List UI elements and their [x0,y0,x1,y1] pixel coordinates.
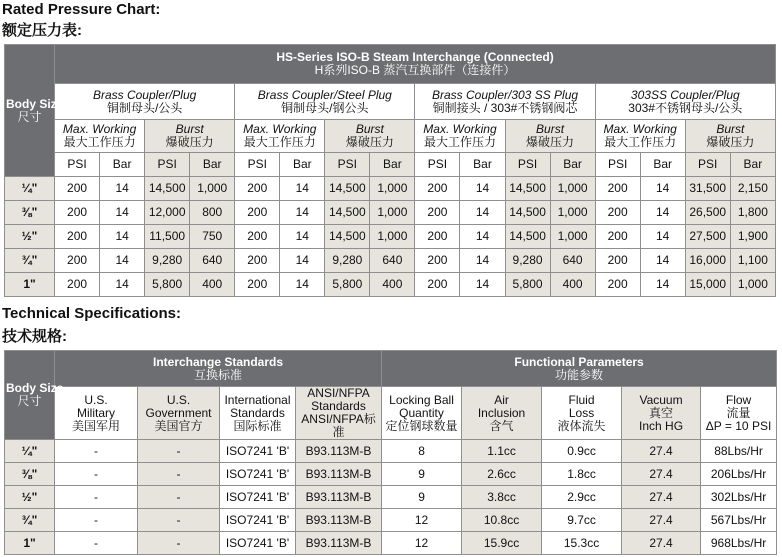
spec-value-cell: ISO7241 'B' [220,463,296,486]
spec-value-cell: 88Lbs/Hr [701,440,777,463]
pressure-value-cell: 14 [460,249,505,273]
coupler-group-header: Brass Coupler/Steel Plug 铜制母头/钢公头 [235,84,415,120]
pressure-value-cell: 200 [595,273,640,297]
spec-column-header: Fluid Loss 液体流失 [542,387,622,440]
pressure-value-cell: 200 [235,201,280,225]
table-row [5,177,776,201]
spec-value-cell: 0.9cc [542,440,622,463]
body-size-cell: ¾" [5,249,55,273]
pressure-value-cell: 5,800 [145,273,190,297]
pressure-value-cell: 14,500 [325,225,370,249]
pressure-value-cell: 14,500 [505,201,550,225]
spec-column-header: International Standards 国际标准 [220,387,296,440]
pressure-value-cell: 9,280 [505,249,550,273]
pressure-value-cell: 14 [640,273,685,297]
pressure-value-cell: 12,000 [145,201,190,225]
psi-unit-header: PSI [325,153,370,177]
pressure-value-cell: 200 [415,201,460,225]
spec-column-header: Air Inclusion 含气 [462,387,542,440]
pressure-value-cell: 14,500 [325,201,370,225]
spec-column-header: Flow 流量 ΔP = 10 PSI [701,387,777,440]
pressure-value-cell: 1,000 [370,177,415,201]
spec-column-header: U.S. Military 美国军用 [55,387,138,440]
burst-header: Burst 爆破压力 [505,120,595,153]
pressure-value-cell: 14 [460,273,505,297]
spec-value-cell: 15.3cc [542,532,622,555]
spec-value-cell: 1.1cc [462,440,542,463]
burst-header: Burst 爆破压力 [145,120,235,153]
spec-column-header: ANSI/NFPA Standards ANSI/NFPA标准 [296,387,382,440]
pressure-value-cell: 640 [370,249,415,273]
max-working-header: Max. Working 最大工作压力 [415,120,505,153]
psi-unit-header: PSI [685,153,730,177]
pressure-value-cell: 5,800 [325,273,370,297]
pressure-value-cell: 14 [280,273,325,297]
pressure-value-cell: 200 [55,273,100,297]
tech-spec-heading-cn: 技术规格: [2,328,67,345]
spec-value-cell: ISO7241 'B' [220,509,296,532]
pressure-value-cell: 1,800 [730,201,775,225]
bar-unit-header: Bar [460,153,505,177]
spec-value-cell: 12 [382,509,462,532]
pressure-value-cell: 200 [595,225,640,249]
pressure-value-cell: 14 [280,249,325,273]
table-row [5,509,777,532]
pressure-value-cell: 14 [280,201,325,225]
pressure-value-cell: 400 [190,273,235,297]
spec-value-cell: 9 [382,486,462,509]
pressure-value-cell: 400 [370,273,415,297]
pressure-value-cell: 14 [640,177,685,201]
pressure-value-cell: 200 [55,225,100,249]
tech-spec-table [4,350,777,555]
pressure-value-cell: 640 [190,249,235,273]
pressure-value-cell: 14 [460,225,505,249]
table-row [5,532,777,555]
spec-value-cell: B93.113M-B [296,440,382,463]
max-working-header: Max. Working 最大工作压力 [235,120,325,153]
spec-value-cell: 9.7cc [542,509,622,532]
pressure-value-cell: 1,000 [190,177,235,201]
pressure-value-cell: 14,500 [505,225,550,249]
rated-pressure-table [4,44,776,297]
series-title: HS-Series ISO-B Steam Interchange (Connected) H系列ISO-B 蒸汽互换部件（连接件） [55,45,776,84]
spec-value-cell: 2.9cc [542,486,622,509]
rated-pressure-heading-cn: 额定压力表: [2,22,82,39]
bar-unit-header: Bar [190,153,235,177]
pressure-value-cell: 200 [55,249,100,273]
body-size-cell: ¼" [5,440,55,463]
pressure-value-cell: 9,280 [325,249,370,273]
pressure-value-cell: 14 [100,201,145,225]
pressure-value-cell: 15,000 [685,273,730,297]
pressure-value-cell: 200 [415,249,460,273]
coupler-group-header: 303SS Coupler/Plug 303#不锈钢母头/公头 [595,84,775,120]
psi-unit-header: PSI [505,153,550,177]
table-row [5,225,776,249]
pressure-value-cell: 1,000 [730,273,775,297]
pressure-value-cell: 200 [55,201,100,225]
pressure-value-cell: 1,000 [550,225,595,249]
spec-value-cell: 27.4 [622,532,701,555]
bar-unit-header: Bar [370,153,415,177]
pressure-value-cell: 14 [100,225,145,249]
spec-value-cell: 27.4 [622,509,701,532]
rated-body-size-header: Body Size 尺寸 [5,45,55,177]
spec-column-header: Locking Ball Quantity 定位钢球数量 [382,387,462,440]
pressure-value-cell: 14 [100,249,145,273]
spec-value-cell: 27.4 [622,463,701,486]
spec-value-cell: - [55,509,138,532]
burst-header: Burst 爆破压力 [685,120,775,153]
pressure-value-cell: 11,500 [145,225,190,249]
pressure-value-cell: 14,500 [325,177,370,201]
pressure-value-cell: 14 [640,225,685,249]
pressure-value-cell: 14 [640,249,685,273]
pressure-value-cell: 750 [190,225,235,249]
table-row [5,440,777,463]
pressure-value-cell: 2,150 [730,177,775,201]
spec-column-header: U.S. Government 美国官方 [138,387,220,440]
psi-unit-header: PSI [415,153,460,177]
spec-value-cell: B93.113M-B [296,532,382,555]
body-size-cell: 1" [5,532,55,555]
spec-column-header: Vacuum 真空 Inch HG [622,387,701,440]
pressure-value-cell: 14 [100,177,145,201]
max-working-header: Max. Working 最大工作压力 [55,120,145,153]
pressure-value-cell: 1,000 [370,201,415,225]
pressure-value-cell: 9,280 [145,249,190,273]
spec-value-cell: 27.4 [622,486,701,509]
spec-value-cell: 302Lbs/Hr [701,486,777,509]
pressure-value-cell: 14 [460,201,505,225]
pressure-value-cell: 200 [235,249,280,273]
spec-value-cell: ISO7241 'B' [220,486,296,509]
psi-unit-header: PSI [145,153,190,177]
pressure-value-cell: 200 [415,225,460,249]
bar-unit-header: Bar [550,153,595,177]
pressure-value-cell: 1,000 [550,177,595,201]
spec-value-cell: - [138,509,220,532]
spec-value-cell: 206Lbs/Hr [701,463,777,486]
pressure-value-cell: 200 [595,201,640,225]
pressure-value-cell: 14,500 [505,177,550,201]
pressure-value-cell: 200 [415,273,460,297]
pressure-value-cell: 16,000 [685,249,730,273]
bar-unit-header: Bar [100,153,145,177]
body-size-cell: ½" [5,225,55,249]
pressure-value-cell: 200 [235,177,280,201]
table-row [5,249,776,273]
bar-unit-header: Bar [730,153,775,177]
spec-value-cell: 9 [382,463,462,486]
spec-value-cell: B93.113M-B [296,509,382,532]
spec-value-cell: 15.9cc [462,532,542,555]
functional-parameters-header: Functional Parameters 功能参数 [382,351,777,387]
psi-unit-header: PSI [55,153,100,177]
pressure-value-cell: 200 [235,273,280,297]
spec-value-cell: 12 [382,532,462,555]
spec-value-cell: 3.8cc [462,486,542,509]
bar-unit-header: Bar [280,153,325,177]
pressure-value-cell: 400 [550,273,595,297]
tech-body-size-header: Body Size 尺寸 [5,351,55,440]
body-size-cell: ⅜" [5,463,55,486]
pressure-value-cell: 1,000 [370,225,415,249]
burst-header: Burst 爆破压力 [325,120,415,153]
table-row [5,273,776,297]
rated-pressure-heading: Rated Pressure Chart: [2,1,161,18]
pressure-value-cell: 200 [595,177,640,201]
pressure-value-cell: 26,500 [685,201,730,225]
pressure-value-cell: 14 [100,273,145,297]
spec-value-cell: - [55,440,138,463]
coupler-group-header: Brass Coupler/303 SS Plug 铜制接头 / 303#不锈钢阀芯 [415,84,595,120]
body-size-cell: ¾" [5,509,55,532]
psi-unit-header: PSI [235,153,280,177]
pressure-value-cell: 200 [595,249,640,273]
pressure-value-cell: 1,900 [730,225,775,249]
spec-value-cell: 8 [382,440,462,463]
spec-value-cell: ISO7241 'B' [220,440,296,463]
spec-value-cell: 27.4 [622,440,701,463]
table-row [5,486,777,509]
table-row [5,201,776,225]
pressure-value-cell: 200 [235,225,280,249]
spec-value-cell: - [55,486,138,509]
pressure-value-cell: 31,500 [685,177,730,201]
spec-value-cell: 1.8cc [542,463,622,486]
pressure-value-cell: 5,800 [505,273,550,297]
body-size-cell: ½" [5,486,55,509]
spec-value-cell: B93.113M-B [296,486,382,509]
pressure-value-cell: 14 [280,225,325,249]
pressure-value-cell: 14 [280,177,325,201]
psi-unit-header: PSI [595,153,640,177]
spec-value-cell: - [138,440,220,463]
max-working-header: Max. Working 最大工作压力 [595,120,685,153]
spec-value-cell: 10.8cc [462,509,542,532]
spec-value-cell: ISO7241 'B' [220,532,296,555]
spec-value-cell: 2.6cc [462,463,542,486]
spec-value-cell: - [138,532,220,555]
table-row [5,463,777,486]
spec-value-cell: - [55,532,138,555]
pressure-value-cell: 14 [640,201,685,225]
pressure-value-cell: 200 [415,177,460,201]
spec-value-cell: - [55,463,138,486]
pressure-value-cell: 14,500 [145,177,190,201]
coupler-group-header: Brass Coupler/Plug 铜制母头/公头 [55,84,235,120]
spec-value-cell: - [138,463,220,486]
pressure-value-cell: 640 [550,249,595,273]
spec-value-cell: 968Lbs/Hr [701,532,777,555]
tech-spec-heading: Technical Specifications: [2,305,181,322]
interchange-standards-header: Interchange Standards 互换标准 [55,351,382,387]
body-size-cell: 1" [5,273,55,297]
pressure-value-cell: 1,000 [550,201,595,225]
pressure-value-cell: 27,500 [685,225,730,249]
spec-value-cell: B93.113M-B [296,463,382,486]
pressure-value-cell: 1,100 [730,249,775,273]
pressure-value-cell: 200 [55,177,100,201]
spec-value-cell: 567Lbs/Hr [701,509,777,532]
bar-unit-header: Bar [640,153,685,177]
body-size-cell: ⅜" [5,201,55,225]
pressure-value-cell: 800 [190,201,235,225]
body-size-cell: ¼" [5,177,55,201]
pressure-value-cell: 14 [460,177,505,201]
spec-value-cell: - [138,486,220,509]
